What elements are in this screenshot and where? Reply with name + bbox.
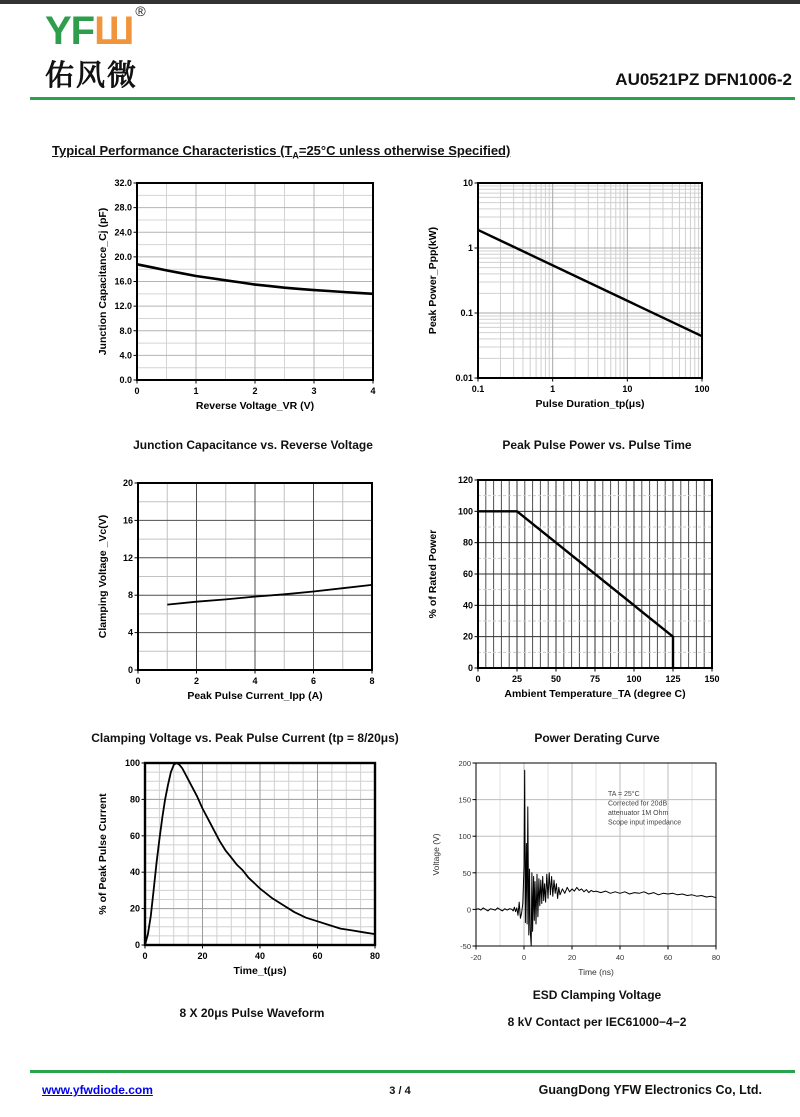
svg-text:100: 100 (124, 758, 140, 768)
part-number: AU0521PZ DFN1006-2 (615, 70, 792, 89)
svg-text:Corrected for 20dB: Corrected for 20dB (608, 800, 668, 808)
svg-text:Peak Power_Ppp(kW): Peak Power_Ppp(kW) (427, 226, 439, 335)
svg-text:Pulse Duration_tp(μs): Pulse Duration_tp(μs) (535, 398, 645, 410)
svg-text:4: 4 (252, 676, 258, 686)
svg-text:12.0: 12.0 (114, 301, 132, 312)
svg-text:Clamping Voltage _Vc(V): Clamping Voltage _Vc(V) (97, 514, 109, 639)
caption-pulse-waveform: 8 X 20μs Pulse Waveform (179, 1006, 325, 1020)
svg-text:150: 150 (458, 795, 471, 805)
svg-text:attenuator 1M Ohm: attenuator 1M Ohm (608, 809, 669, 817)
svg-text:25: 25 (511, 674, 523, 684)
yfw-logo-wordmark (45, 3, 145, 53)
caption-power-derating: Power Derating Curve (534, 731, 660, 745)
svg-text:20: 20 (197, 951, 208, 961)
svg-text:0: 0 (521, 953, 527, 962)
svg-text:-20: -20 (470, 953, 482, 962)
svg-text:0: 0 (467, 663, 473, 673)
header-divider (30, 97, 795, 100)
clamping-voltage-chart (95, 475, 385, 722)
peak-pulse-power-chart-svg (425, 176, 717, 424)
svg-text:16.0: 16.0 (114, 276, 132, 287)
esd-clamping-chart-svg (428, 753, 728, 983)
svg-text:4.0: 4.0 (119, 350, 132, 361)
svg-text:Reverse Voltage_VR (V): Reverse Voltage_VR (V) (195, 400, 315, 412)
svg-text:% of Rated Power: % of Rated Power (427, 529, 439, 619)
svg-text:-50: -50 (460, 942, 471, 951)
svg-text:1: 1 (193, 386, 199, 396)
svg-text:125: 125 (665, 674, 681, 684)
svg-text:0.1: 0.1 (471, 384, 485, 394)
section-title (52, 143, 510, 161)
clamping-voltage-chart-svg (95, 475, 385, 717)
svg-text:2: 2 (252, 386, 258, 396)
svg-text:80: 80 (129, 794, 140, 805)
svg-text:% of Peak Pulse Current: % of Peak Pulse Current (97, 793, 109, 915)
svg-text:4: 4 (370, 386, 376, 396)
logo-chinese-name: 佑风微 (45, 60, 139, 92)
svg-text:0: 0 (134, 940, 140, 950)
svg-text:40: 40 (254, 951, 266, 961)
svg-text:2: 2 (193, 676, 200, 686)
svg-text:Junction Capacitance_Cj (pF): Junction Capacitance_Cj (pF) (97, 207, 109, 356)
svg-text:100: 100 (626, 674, 642, 684)
svg-text:12: 12 (122, 552, 133, 563)
svg-text:Voltage (V): Voltage (V) (431, 833, 441, 876)
svg-text:10: 10 (462, 178, 473, 188)
svg-text:200: 200 (458, 759, 471, 768)
peak-pulse-power-chart (425, 176, 717, 429)
svg-text:3: 3 (311, 386, 317, 396)
svg-text:8: 8 (369, 676, 375, 686)
caption-peak-pulse-power: Peak Pulse Power vs. Pulse Time (502, 438, 692, 452)
company-name: GuangDong YFW Electronics Co, Ltd. (538, 1083, 762, 1097)
page-indicator: 3 / 4 (389, 1085, 411, 1097)
caption-clamping-voltage: Clamping Voltage vs. Peak Pulse Current (tp = 8/20μs) (91, 731, 399, 745)
svg-text:Scope input impedance: Scope input impedance (608, 819, 682, 827)
svg-text:80: 80 (711, 953, 721, 962)
svg-text:10: 10 (622, 384, 633, 394)
section-title-post: =25°C unless otherwise Specified) (298, 143, 511, 158)
svg-text:20: 20 (567, 953, 577, 962)
website-link[interactable]: www.yfwdiode.com (42, 1083, 153, 1097)
svg-text:20: 20 (129, 903, 140, 914)
svg-text:Ambient Temperature_TA (degre: Ambient Temperature_TA (degree C) (504, 688, 686, 700)
svg-text:0: 0 (142, 951, 148, 961)
svg-text:50: 50 (550, 674, 562, 684)
power-derating-chart (425, 472, 725, 721)
svg-text:0.01: 0.01 (455, 373, 473, 383)
svg-text:80: 80 (369, 951, 381, 961)
logo-text-green: YF (45, 9, 95, 53)
svg-text:60: 60 (462, 569, 473, 579)
svg-text:40: 40 (462, 600, 473, 611)
svg-text:80: 80 (462, 537, 473, 548)
power-derating-chart-svg (425, 472, 725, 716)
svg-text:0.1: 0.1 (460, 308, 473, 318)
svg-text:100: 100 (694, 384, 710, 394)
registered-trademark-icon: ® (135, 3, 145, 19)
svg-text:1: 1 (467, 243, 473, 253)
svg-text:40: 40 (129, 867, 140, 878)
svg-text:0: 0 (475, 674, 481, 684)
svg-text:Peak Pulse Current_Ipp (A): Peak Pulse Current_Ipp (A) (187, 690, 323, 702)
svg-text:60: 60 (312, 951, 323, 961)
svg-text:0: 0 (134, 386, 140, 396)
svg-text:24.0: 24.0 (114, 227, 132, 238)
svg-text:4: 4 (127, 627, 133, 638)
junction-capacitance-chart-svg (95, 176, 385, 422)
svg-text:100: 100 (457, 506, 473, 517)
svg-text:60: 60 (129, 830, 140, 841)
caption-esd-clamping: ESD Clamping Voltage (532, 988, 662, 1002)
svg-text:120: 120 (457, 475, 473, 485)
svg-text:0: 0 (135, 676, 141, 686)
pulse-waveform-chart-svg (95, 755, 390, 993)
yfw-logo (45, 3, 145, 94)
svg-text:8: 8 (127, 590, 133, 601)
svg-text:1: 1 (550, 384, 556, 394)
svg-text:75: 75 (589, 674, 601, 684)
footer-divider (30, 1070, 795, 1073)
svg-text:TA = 25°C: TA = 25°C (608, 790, 640, 798)
svg-text:0: 0 (466, 905, 471, 915)
svg-text:Time_t(μs): Time_t(μs) (233, 965, 287, 977)
svg-text:32.0: 32.0 (114, 178, 132, 188)
page-top-edge (0, 0, 800, 4)
svg-text:40: 40 (615, 953, 625, 962)
svg-text:20: 20 (122, 478, 133, 488)
svg-text:60: 60 (663, 953, 673, 962)
svg-text:Time (ns): Time (ns) (578, 967, 614, 977)
svg-text:50: 50 (462, 868, 471, 878)
junction-capacitance-chart (95, 176, 385, 427)
logo-text-orange: Ш (94, 9, 134, 53)
section-title-sub: A (292, 150, 299, 161)
svg-text:0.0: 0.0 (119, 375, 132, 385)
svg-text:20: 20 (462, 631, 473, 642)
svg-text:150: 150 (704, 674, 720, 684)
caption-junction-capacitance: Junction Capacitance vs. Reverse Voltage (133, 438, 373, 452)
svg-text:0: 0 (127, 665, 133, 675)
pulse-waveform-chart (95, 755, 390, 998)
svg-text:8.0: 8.0 (119, 325, 132, 336)
svg-text:28.0: 28.0 (114, 202, 132, 213)
svg-text:16: 16 (122, 515, 133, 526)
esd-clamping-chart (428, 753, 728, 988)
svg-text:6: 6 (310, 676, 317, 686)
svg-text:20.0: 20.0 (114, 251, 132, 262)
svg-text:100: 100 (458, 832, 471, 842)
caption-esd-standard: 8 kV Contact per IEC61000−4−2 (507, 1015, 687, 1029)
section-title-pre: Typical Performance Characteristics (T (52, 143, 293, 158)
